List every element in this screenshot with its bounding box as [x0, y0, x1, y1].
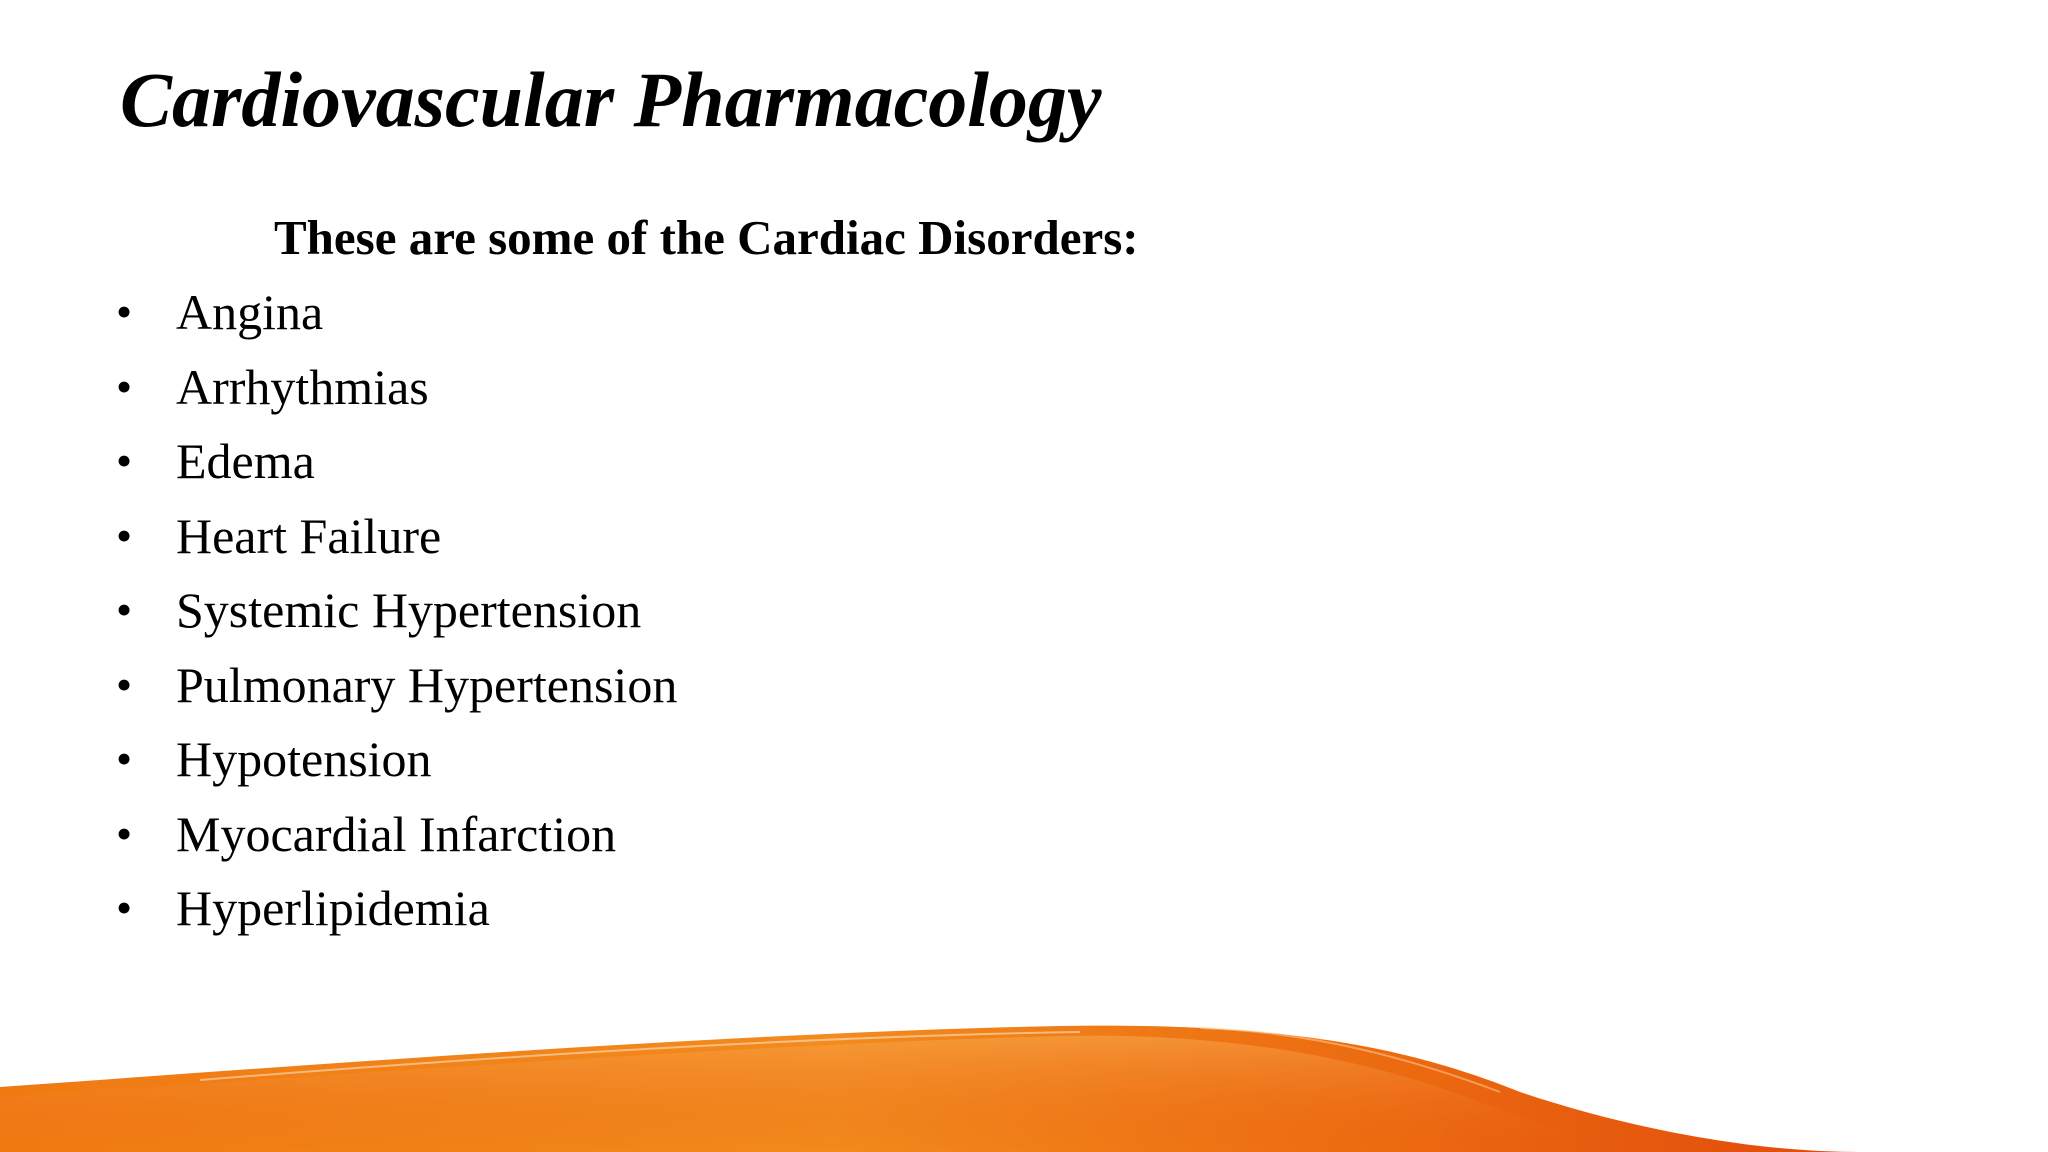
bullet-icon: • — [116, 882, 133, 933]
bullet-icon: • — [116, 733, 133, 784]
list-item-label: Hypotension — [176, 731, 432, 787]
list-item-label: Systemic Hypertension — [176, 582, 642, 638]
list-item-label: Myocardial Infarction — [176, 805, 617, 862]
list-item-label: Pulmonary Hypertension — [176, 656, 678, 713]
bullet-icon: • — [116, 658, 133, 710]
bullet-icon: • — [116, 360, 133, 412]
list-item — [112, 357, 677, 432]
bullet-icon: • — [116, 807, 133, 859]
bullet-icon: • — [116, 584, 133, 635]
list-item — [112, 655, 677, 730]
list-item — [112, 804, 677, 879]
list-item — [112, 878, 677, 953]
list-item — [112, 282, 677, 357]
list-item-label: Hyperlipidemia — [176, 880, 490, 936]
orange-wave-decoration — [0, 992, 2048, 1152]
slide-title: Cardiovascular Pharmacology — [120, 56, 1102, 143]
list-item-label: Angina — [176, 284, 324, 340]
slide-subtitle: These are some of the Cardiac Disorders: — [274, 210, 1139, 265]
list-item — [112, 580, 677, 655]
list-item — [112, 729, 677, 804]
bullet-icon: • — [116, 286, 133, 337]
list-item-label: Heart Failure — [176, 507, 442, 564]
wave-highlight-shape — [0, 1036, 1660, 1152]
list-item — [112, 506, 677, 581]
list-item-label: Arrhythmias — [176, 358, 429, 415]
disorder-list — [112, 282, 677, 953]
list-item — [112, 431, 677, 506]
list-item-label: Edema — [176, 433, 315, 489]
bullet-icon: • — [116, 435, 133, 486]
bullet-icon: • — [116, 509, 133, 561]
